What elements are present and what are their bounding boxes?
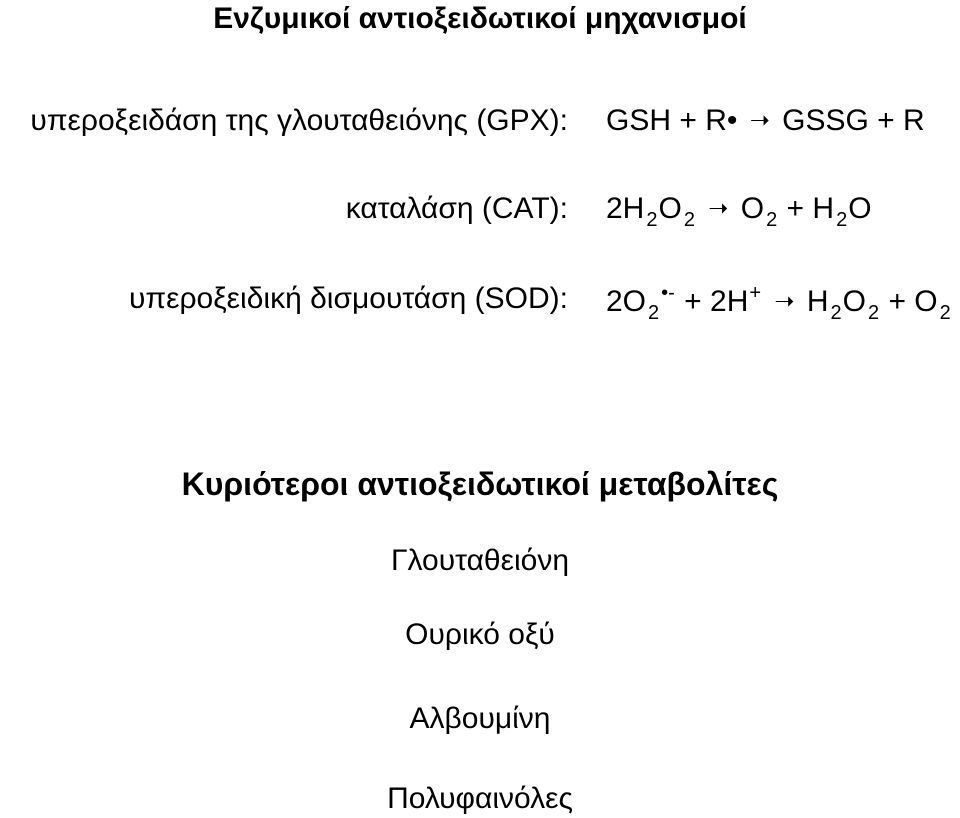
reaction-arrow-icon: ➝ [774, 288, 795, 315]
enzyme-label-sod: υπεροξειδική δισμουτάση (SOD): [129, 282, 568, 315]
metabolite-item: Πολυφαινόλες [387, 782, 573, 815]
equation-gpx: GSH + R• ➝ GSSG + R [606, 104, 925, 137]
equation-cat: 2H $_2$O $_2$ ➝ O $_2$ + H $_2$O [606, 192, 872, 231]
metabolite-item: Ουρικό οξύ [405, 618, 555, 651]
metabolites-title: Κυριότεροι αντιοξειδωτικοί μεταβολίτες [181, 466, 779, 502]
metabolite-item: Γλουταθειόνη [390, 544, 570, 577]
metabolite-item: Αλβουμίνη [409, 702, 551, 735]
reaction-arrow-icon: ➝ [749, 107, 770, 134]
equation-sod: 2O $_2$•- + 2H+ ➝ H $_2$O $_2$ + O $_2$ [606, 282, 951, 324]
enzyme-label-gpx: υπεροξειδάση της γλουταθειόνης (GPX): [30, 104, 568, 137]
reaction-arrow-icon: ➝ [708, 195, 729, 222]
enzyme-label-cat: καταλάση (CAT): [345, 192, 568, 225]
page-title: Ενζυμικοί αντιοξειδωτικοί μηχανισμοί [213, 2, 747, 35]
